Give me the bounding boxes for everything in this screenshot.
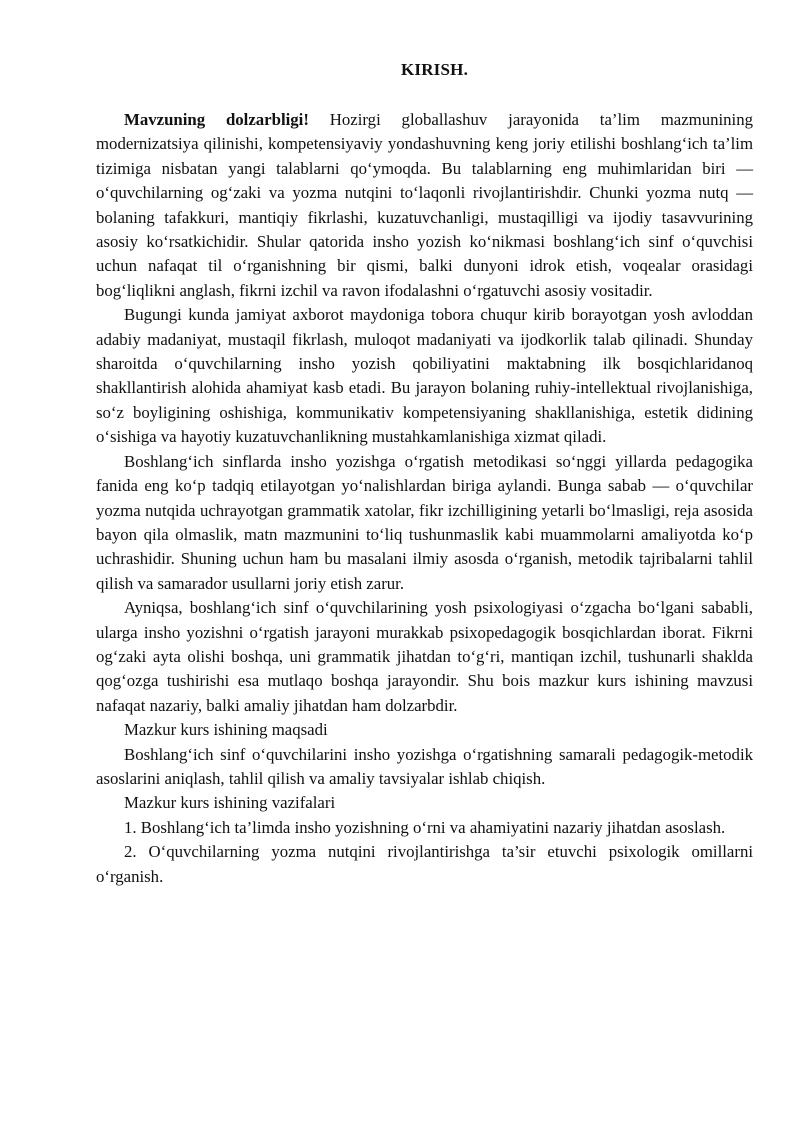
goal-heading: Mazkur kurs ishining maqsadi: [124, 720, 328, 740]
body-paragraph: Bugungi kunda jamiyat axborot maydoniga tobora chuqur kirib borayotgan yosh avloddan adabiy madaniyat, mustaqil fikrlash, muloqot madaniyati va ijodkorlik talab qilinadi. Shunday sharoitda o‘quvchilarning insho yozish qobiliyatini maktabning ilk bosqichlaridanoq shakllantirish alohida ahamiyat kasb etadi. Bu jarayon bolaning ruhiy-intellektual rivojlanishiga, so‘z boyligining oshishiga, kommunikativ kompetensiyaning shakllanishiga, estetik didining o‘sishiga va hayotiy kuzatuvchanlikning mustahkamlanishiga xizmat qiladi.: [96, 305, 753, 447]
tasks-heading: Mazkur kurs ishining vazifalari: [124, 793, 336, 813]
page-title: KIRISH.: [400, 60, 469, 79]
intro-paragraph: [96, 108, 753, 303]
goal-text: Boshlang‘ich sinf o‘quvchilarini insho yozishga o‘rgatishning samarali pedagogik-metodik asoslarini aniqlash, tahlil qilish va amaliy tavsiyalar ishlab chiqish.: [96, 744, 753, 788]
body-paragraph: Ayniqsa, boshlang‘ich sinf o‘quvchilarining yosh psixologiyasi o‘zgacha bo‘lgani sababli, ularga insho yozishni o‘rgatish jarayoni murakkab psixopedagogik bosqichlardan iborat. Fikrni og‘zaki ayta olishi boshqa, uni grammatik jihatdan to‘g‘ri, mantiqan izchil, tushunarli shaklda qog‘ozga tushirishi esa mutlaqo boshqa jarayondir. Shu bois mazkur kurs ishining mavzusi nafaqat nazariy, balki amaliy jihatdan ham dolzarbdir.: [96, 598, 753, 715]
task-item: 2. O‘quvchilarning yozma nutqini rivojlantirishga ta’sir etuvchi psixologik omillarni o‘rganish.: [96, 842, 753, 886]
body-paragraph: Boshlang‘ich sinflarda insho yozishga o‘rgatish metodikasi so‘nggi yillarda pedagogika fanida eng ko‘p tadqiq etilayotgan yo‘nalishlardan biriga aylandi. Bunga sabab — o‘quvchilar yozma nutqida uchrayotgan grammatik xatolar, fikr izchilligining yetarli bo‘lmasligi, reja asosida bayon qila olmaslik, matn mazmunini to‘liq tushunmaslik kabi muammolarni amaliyotda ko‘p uchrashidir. Shuning uchun ham bu masalani ilmiy asosda o‘rganish, metodik tajribalarni tahlil qilish va samarador usullarni joriy etish zarur.: [96, 451, 753, 593]
document-page: [96, 58, 753, 889]
intro-text: Hozirgi globallashuv jarayonida ta’lim mazmunining modernizatsiya qilinishi, kompetensiyaviy yondashuvning keng joriy etilishi boshlang‘ich ta’lim tizimiga nisbatan yangi talablarni qo‘ymoqda. Bu talablarning eng muhimlaridan biri — o‘quvchilarning og‘zaki va yozma nutqini to‘laqonli rivojlantirishdir. Chunki yozma nutq — bolaning tafakkuri, mantiqiy fikrlashi, kuzatuvchanligi, mustaqilligi va ijodiy tasavvurining asosiy ko‘rsatkichidir. Shular qatorida insho yozish ko‘nikmasi boshlang‘ich sinf o‘quvchisi uchun nafaqat til o‘rganishning bir qismi, balki dunyoni idrok etish, voqealar orasidagi bog‘liqlikni anglash, fikrni izchil va ravon ifodalashni o‘rgatuvchi asosiy vositadir.: [96, 110, 753, 300]
task-item: 1. Boshlang‘ich ta’limda insho yozishning o‘rni va ahamiyatini nazariy jihatdan asoslash.: [124, 817, 726, 837]
relevance-lead: Mavzuning dolzarbligi!: [124, 110, 309, 129]
